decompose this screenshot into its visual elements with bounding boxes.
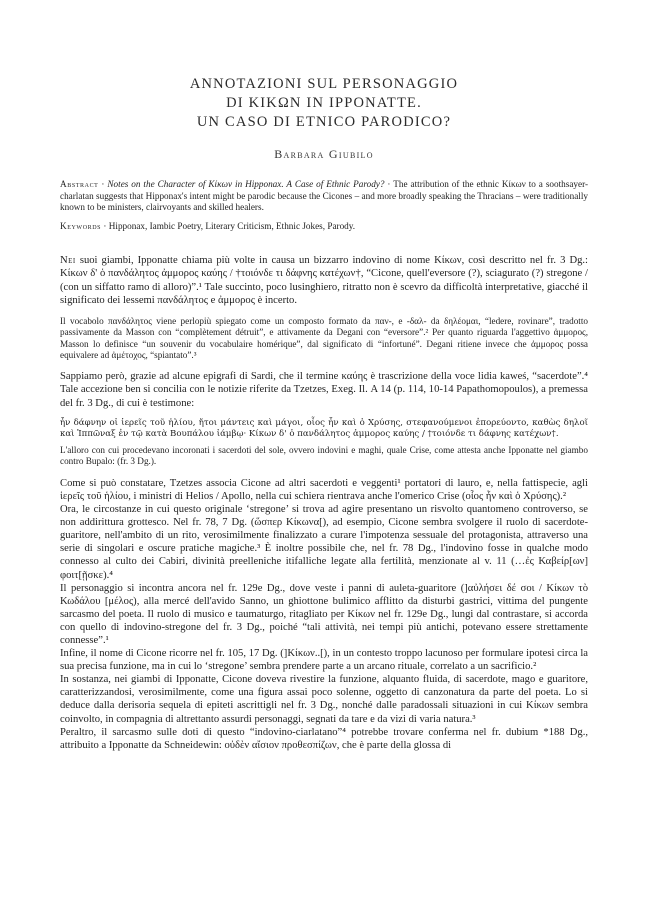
article-title-line-1: ANNOTAZIONI SUL PERSONAGGIO (189, 76, 459, 92)
body-paragraph-7: In sostanza, nei giambi di Ipponatte, Cicone doveva rivestire la funzione, alquanto fluida, di sacerdote, mago e guaritore, caratterizzandosi, verosimilmente, come una figura assai poco solenne, oggetto di canzonatura da parte del poeta. Lo si deduce dalla derisoria sequela di epiteti ascrittigli nel fr. 3 Dg., nonché dalle paradossali situazioni in cui Κίκων sembra coinvolto, in compagnia di altrettanto assurdi personaggi, segnati da tare e da vizi di varia natura.³ (60, 674, 588, 725)
body-paragraph-3: Come si può constatare, Tzetzes associa Cicone ad altri sacerdoti e veggenti¹ portatori di lauro, e, nella fattispecie, agli ἱερεῖς τοῦ ἡλίου, i ministri di Helios / Apollo, nella cui schiera rientrava anche l'omerico Crise (οἷος ἦν καὶ ὁ Χρύσης).² (60, 477, 588, 502)
article-title-line-2: DI ΚΙΚΩΝ IN IPPONATTE. (226, 95, 422, 111)
abstract (60, 179, 588, 214)
body-paragraph-2: Sappiamo però, grazie ad alcune epigrafi di Sardi, che il termine καύης è trascrizione della voce lidia kaweś, “sacerdote”.⁴ Tale accezione ben si concilia con le notizie riferite da Tzetzes, Exeg. Il. Α 14 (p. 114, 10-14 Papathomopoulos), a premessa del fr. 3 Dg., di cui è testimone: (60, 371, 588, 409)
block-note-1: Il vocabolo πανδάλητος viene perlopiù spiegato come un composto formato da παν-, e -δαλ- da δηλέομαι, “ledere, rovinare”, tradotto passivamente da Masson con “complètement détruit”, e attivamente da Degani con “eversore”.² Per quanto riguarda l'aggettivo ἀμμορος, Masson lo definisce “un souvenir du vocabulaire homérique”, dal significato di “infortuné”. Degani ritiene invece che ἀμμορος possa equivalere ad ἀμέτοχος, “spiantato”.³ (60, 315, 588, 360)
article-title-line-3: UN CASO DI ETNICO PARODICO? (196, 114, 452, 130)
keywords-text: · Hipponax, Iambic Poetry, Literary Criticism, Ethnic Jokes, Parody. (101, 220, 356, 231)
keywords (60, 221, 588, 233)
body-paragraph-8: Peraltro, il sarcasmo sulle doti di questo “indovino-ciarlatano”⁴ potrebbe trovare conferma nel fr. dubium *188 Dg., attribuito a Ipponatte da Schneidewin: οὐδὲν αἴσιον προθεσπίζων, che è parte della glossa di (60, 726, 588, 751)
author-name: Barbara Giubilo (274, 147, 374, 161)
abstract-separator: · (98, 179, 108, 189)
greek-quotation: ἦν δάφνην οἱ ἱερεῖς τοῦ ἡλίου, ἤτοι μάντεις καὶ μάγοι, οἷος ἦν καὶ ὁ Χρύσης, στεφανούμενοι ἐπορεύοντο, καθὼς δηλοῖ καὶ Ἱππῶναξ ἐν τῷ κατὰ Βουπάλου ἰάμβῳ· Κίκων δ' ὁ πανδάλητος ἀμμορος καύης / †τοιόνδε τι δάφνης κατέχων†. (60, 417, 588, 439)
abstract-text: · The attribution of the ethnic Κίκων to a soothsayer-charlatan suggests that Hipponax's intent might be parodic because the Cicones – and more broadly speaking the Thracians – were traditionally known to be ministers, clairvoyants and skilled healers. (60, 179, 589, 213)
body-paragraph-1 (60, 254, 588, 306)
abstract-label: Abstract (60, 179, 99, 189)
body-paragraph-1-text: suoi giambi, Ipponatte chiama più volte in causa un bizzarro indovino di nome Κίκων, così descritto nel fr. 3 Dg.: Κίκων δ' ὁ πανδάλητος ἀμμορος καύης / †τοιόνδε τι δάφνης κατέχων†, “Cicone, quell'eversore (?), sciagurato (?) stregone / (con un siffatto ramo di alloro)”.¹ Tale succinto, poco lusinghiero, ritratto non è scevro da difficoltà interpretative, giacché il significato dei lessemi πανδάλητος e ἀμμορος è incerto. (60, 255, 588, 306)
body-paragraph-5: Il personaggio si incontra ancora nel fr. 129e Dg., dove veste i panni di auleta-guaritore (]αὐλήσει δέ σοι / Κίκων τὸ Κωδάλου [μέλος), alla mercé dell'avido Sanno, un ghiottone bulimico afflitto da disturbi gastrici, vittima del pungente sarcasmo del poeta. Il ruolo di musico e taumaturgo, ritagliato per Κίκων nel fr. 129e Dg., lungi dal contrastare, si accorda con quello di indovino-stregone del fr. 3 Dg., poiché “tali attività, nei tempi più antichi, potevano essere strettamente connesse”.¹ (60, 582, 588, 646)
keywords-label: Keywords (60, 220, 102, 231)
paragraph-lead-word: Nei (60, 255, 76, 267)
abstract-english-title: Notes on the Character of Κίκων in Hipponax. A Case of Ethnic Parody? (107, 179, 385, 189)
block-translation: L'alloro con cui procedevano incoronati i sacerdoti del sole, ovvero indovini e maghi, quale Crise, come attesta anche Ipponatte nel giambo contro Bupalo: (fr. 3 Dg.). (60, 445, 588, 467)
article-page (60, 75, 588, 752)
body-paragraph-4: Ora, le circostanze in cui questo originale ‘stregone’ si trova ad agire presentano un risvolto quantomeno controverso, se non addirittura grottesco. Nel fr. 78, 7 Dg. (ὥσπερ Κίκωνα[), ad esempio, Cicone sembra svolgere il ruolo di sacerdote-guaritore, nell'ambito di un rito, verosimilmente finalizzato a curare l'impotenza sessuale del protagonista, attraverso una serie di singolari e oscure pratiche magiche.³ È inoltre possibile che, nel fr. 78 Dg., l'indovino fosse in qualche modo connesso al culto dei Cabiri, divinità preelleniche itifalliche legate alla fertilità, menzionate al v. 11 (…ἐς Καβείρ[ων] φοιτ[ῇσκε).⁴ (60, 504, 588, 581)
body-paragraph-6: Infine, il nome di Cicone ricorre nel fr. 105, 17 Dg. (]Κίκων..[), in un contesto troppo lacunoso per formulare ipotesi circa la sua precisa funzione, ma in cui lo ‘stregone’ sembra prendere parte a un arcano rituale, correlato a un sacrificio.² (60, 648, 588, 673)
